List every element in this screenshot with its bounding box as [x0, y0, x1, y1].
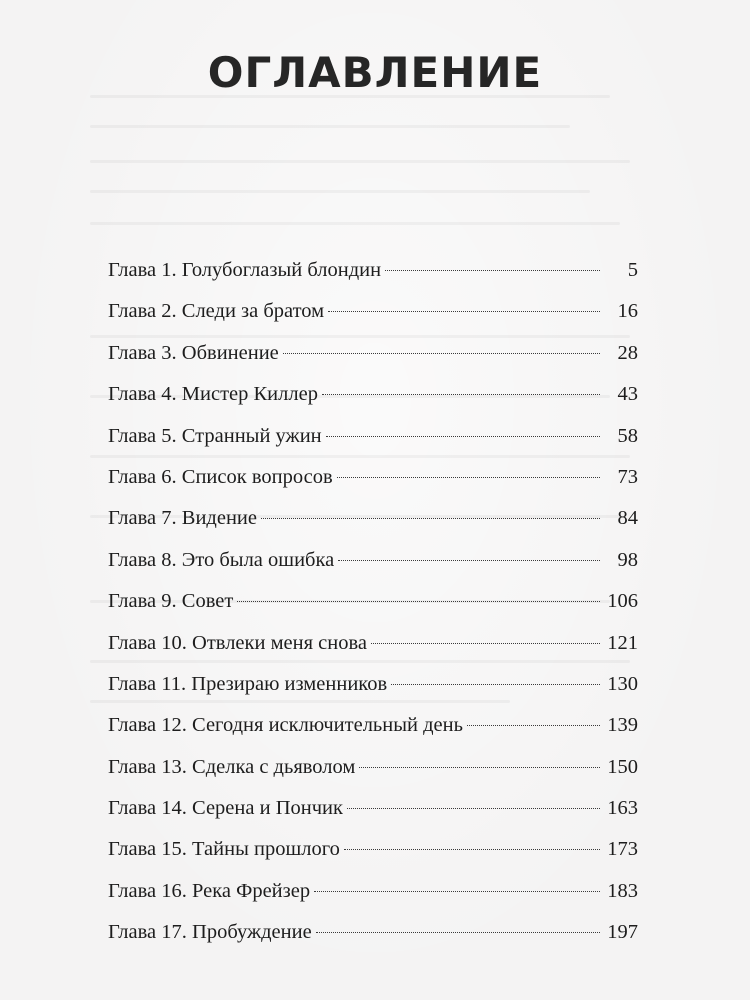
toc-chapter-title: Серена и Пончик: [192, 797, 343, 820]
dot-leader: [391, 684, 600, 685]
dot-leader: [237, 601, 600, 602]
toc-chapter-number: Глава 12.: [108, 714, 187, 737]
toc-entry-label: [108, 623, 367, 664]
toc-chapter-number: Глава 13.: [108, 755, 187, 778]
toc-chapter-number: Глава 4.: [108, 383, 177, 406]
toc-entry: [108, 333, 638, 374]
toc-page-number: 183: [607, 879, 638, 902]
toc-entry-label: [108, 581, 233, 622]
toc-chapter-title: Пробуждение: [192, 921, 312, 944]
toc-chapter-number: Глава 5.: [108, 424, 177, 447]
toc-entry: [108, 871, 638, 912]
toc-chapter-title: Список вопросов: [181, 465, 333, 488]
dot-leader: [337, 477, 600, 478]
toc-chapter-title: Мистер Киллер: [181, 383, 318, 406]
toc-chapter-title: Голубоглазый блондин: [181, 259, 382, 281]
toc-chapter-title: Отвлеки меня снова: [192, 631, 368, 654]
dot-leader: [314, 891, 600, 892]
toc-page-number: 197: [607, 921, 638, 944]
toc-page-number: 106: [607, 590, 638, 613]
toc-entry: [108, 291, 638, 332]
toc-entry: [108, 374, 638, 415]
toc-chapter-title: Совет: [181, 590, 234, 613]
toc-entry: [108, 788, 638, 829]
toc-chapter-number: Глава 10.: [108, 631, 187, 654]
dot-leader: [338, 560, 600, 561]
toc-entry: [108, 912, 638, 953]
toc-entry: [108, 457, 638, 498]
toc-chapter-number: Глава 15.: [108, 838, 187, 861]
dot-leader: [371, 643, 600, 644]
toc-entry-label: [108, 829, 340, 870]
toc-chapter-number: Глава 16.: [108, 879, 187, 902]
toc-page-number: 121: [607, 631, 638, 654]
toc-entry-label: [108, 705, 463, 746]
toc-chapter-number: Глава 17.: [108, 921, 187, 944]
toc-page-number: 16: [617, 300, 638, 323]
toc-entry: [108, 623, 638, 664]
dot-leader: [326, 436, 600, 437]
toc-entry-label: [108, 250, 381, 291]
toc-page-number: 43: [617, 383, 638, 406]
toc-chapter-title: Презираю изменников: [191, 672, 388, 695]
toc-entry-label: [108, 498, 257, 539]
toc-chapter-number: Глава 8.: [108, 548, 177, 571]
dot-leader: [385, 270, 600, 271]
toc-entry: [108, 498, 638, 539]
toc-entry-label: [108, 912, 312, 953]
toc-entry-label: [108, 664, 387, 705]
toc-chapter-title: Это была ошибка: [181, 548, 335, 571]
table-of-contents: [108, 250, 638, 954]
toc-chapter-title: Следи за братом: [181, 300, 325, 323]
toc-chapter-title: Странный ужин: [181, 424, 322, 447]
dot-leader: [359, 767, 600, 768]
toc-entry-label: [108, 747, 355, 788]
toc-page-number: 5: [627, 259, 638, 281]
toc-chapter-title: Видение: [181, 507, 257, 530]
toc-entry: [108, 705, 638, 746]
toc-chapter-title: Сегодня исключительный день: [192, 714, 463, 737]
dot-leader: [347, 808, 600, 809]
toc-entry: [108, 747, 638, 788]
toc-page-number: 150: [607, 755, 638, 778]
toc-chapter-number: Глава 3.: [108, 341, 177, 364]
page-title: ОГЛАВЛЕНИЕ: [207, 48, 543, 97]
dot-leader: [344, 849, 600, 850]
toc-entry: [108, 540, 638, 581]
toc-chapter-title: Река Фрейзер: [192, 879, 311, 902]
toc-chapter-number: Глава 7.: [108, 507, 177, 530]
toc-entry-label: [108, 374, 318, 415]
toc-entry: [108, 829, 638, 870]
toc-entry-label: [108, 871, 310, 912]
toc-entry-label: [108, 457, 333, 498]
toc-entry-label: [108, 416, 322, 457]
toc-page-number: 28: [617, 341, 638, 364]
toc-entry: [108, 664, 638, 705]
toc-entry: [108, 581, 638, 622]
dot-leader: [316, 932, 600, 933]
toc-chapter-number: Глава 11.: [108, 672, 187, 695]
toc-chapter-number: Глава 9.: [108, 590, 177, 613]
toc-chapter-number: Глава 1.: [108, 259, 177, 281]
toc-page-number: 139: [607, 714, 638, 737]
dot-leader: [467, 725, 600, 726]
dot-leader: [261, 518, 600, 519]
toc-chapter-title: Сделка с дьяволом: [192, 755, 356, 778]
toc-entry-label: [108, 291, 324, 332]
toc-entry-label: [108, 540, 334, 581]
toc-entry: [108, 416, 638, 457]
toc-entry-label: [108, 788, 343, 829]
toc-page-number: 130: [607, 672, 638, 695]
toc-chapter-number: Глава 2.: [108, 300, 177, 323]
dot-leader: [283, 353, 600, 354]
toc-page-number: 163: [607, 797, 638, 820]
dot-leader: [328, 311, 600, 312]
toc-page-number: 98: [617, 548, 638, 571]
toc-chapter-number: Глава 6.: [108, 465, 177, 488]
toc-page-number: 84: [617, 507, 638, 530]
toc-page-number: 173: [607, 838, 638, 861]
toc-chapter-title: Тайны прошлого: [192, 838, 340, 861]
toc-page-number: 73: [617, 465, 638, 488]
toc-entry-label: [108, 333, 279, 374]
dot-leader: [322, 394, 600, 395]
toc-entry: [108, 250, 638, 291]
toc-chapter-number: Глава 14.: [108, 797, 187, 820]
toc-page-number: 58: [617, 424, 638, 447]
toc-chapter-title: Обвинение: [181, 341, 279, 364]
